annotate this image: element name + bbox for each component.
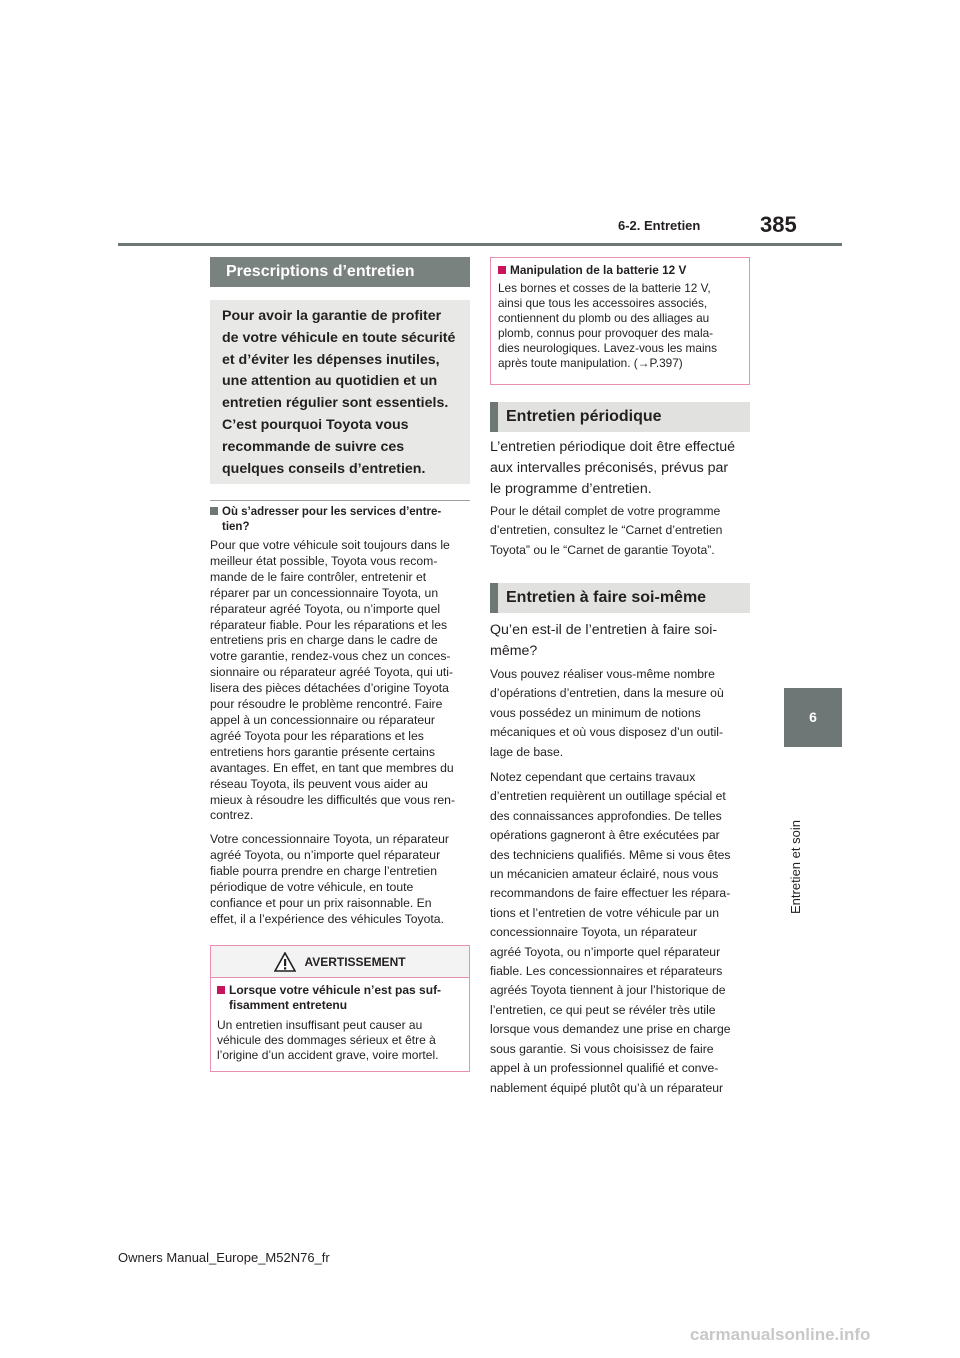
text-line: Toyota” ou le “Carnet de garantie Toyota”. — [490, 542, 715, 557]
text-line: des techniciens qualifiés. Même si vous êtes — [490, 847, 731, 862]
text-line: lisera des pièces détachées d’origine Toyota — [210, 681, 449, 696]
chapter-title-label: Entretien et soin — [788, 820, 803, 914]
text-line: effet, il a l’expérience des véhicules Toyota. — [210, 911, 444, 926]
text-line: un mécanicien amateur éclairé, nous vous — [490, 867, 719, 882]
text-line: réparateur agréé Toyota, ou n’importe quel — [210, 601, 441, 616]
subheading-line: tien? — [222, 521, 250, 533]
watermark: carmanualsonline.info — [690, 1325, 871, 1344]
text-line: avantages. En effet, en tant que membres du — [210, 760, 454, 775]
heading-periodic-label: Entretien périodique — [506, 408, 662, 425]
text-line: agréé Toyota pour les réparations et les — [210, 728, 424, 743]
text-line: votre garantie, rendez-vous chez un conces- — [210, 649, 451, 664]
text-line: contrez. — [210, 808, 254, 823]
text-line: véhicule des dommages sérieux et être à — [217, 1033, 436, 1047]
text-line: meilleur état possible, Toyota vous recom- — [210, 553, 438, 568]
text-line: fiable. Les concessionnaires et réparateurs — [490, 964, 723, 979]
warning-header — [211, 946, 469, 978]
text-line: dies neurologiques. Lavez-vous les mains — [498, 341, 718, 355]
paragraph-dealer — [210, 832, 472, 927]
text-line: mande de le faire contrôler, entretenir et — [210, 569, 427, 584]
heading-diy-maintenance — [490, 583, 750, 613]
text-line: concessionnaire Toyota, un réparateur — [490, 925, 698, 940]
text-line: entretiens pris en charge dans le cadre de — [210, 633, 438, 648]
chapter-number-tab: 6 — [784, 688, 842, 747]
battery-title — [498, 263, 742, 278]
text-line: tions et l’entretien de votre véhicule par un — [490, 905, 719, 920]
text-line: l’origine d’un accident grave, voire mortel. — [217, 1048, 439, 1062]
intro-line: Pour avoir la garantie de profiter — [222, 308, 442, 324]
text-line: Pour que votre véhicule soit toujours dans le — [210, 538, 450, 552]
warning-content — [211, 978, 469, 1068]
text-line: Votre concessionnaire Toyota, un réparateur — [210, 832, 449, 846]
intro-line: quelques conseils d’entretien. — [222, 460, 426, 477]
warning-title — [217, 983, 463, 1013]
square-bullet-icon — [498, 266, 506, 274]
text-line: Un entretien insuffisant peut causer au — [217, 1018, 423, 1032]
footer-document-id: Owners Manual_Europe_M52N76_fr — [118, 1250, 330, 1265]
text-line: réparer par un concessionnaire Toyota, un — [210, 585, 439, 600]
warning-title-line: fisamment entretenu — [229, 998, 348, 1012]
text-line: mieux à résoudre les difficultés que vous ren- — [210, 792, 456, 807]
square-bullet-icon — [217, 986, 225, 994]
text-line: Vous pouvez réaliser vous-même nombre — [490, 667, 715, 681]
text-line: nablement équipé plutôt qu’à un réparateur — [490, 1080, 724, 1095]
diy-paragraph-2 — [490, 768, 752, 1098]
warning-box — [210, 945, 470, 1072]
text-line: lorsque vous demandez une prise en charge — [490, 1022, 731, 1037]
text-line: Notez cependant que certains travaux — [490, 770, 696, 784]
text-line: le programme d’entretien. — [490, 481, 652, 497]
text-line: d’entretien, consultez le “Carnet d’entretien — [490, 523, 723, 538]
text-line: vous possédez un minimum de notions — [490, 705, 701, 720]
periodic-lead-text — [490, 437, 752, 500]
text-line: plomb, connus pour provoquer des mala- — [498, 326, 714, 340]
intro-line: une attention au quotidien et un — [222, 373, 438, 390]
text-line: réparateur fiable. Pour les réparations et les — [210, 617, 448, 632]
diy-paragraph-1 — [490, 665, 752, 762]
intro-line: et d’éviter les dépenses inutiles, — [222, 351, 440, 368]
text-line: entretiens hors garantie présente certains — [210, 744, 435, 759]
text-line: appel à un professionnel qualifié et conve- — [490, 1061, 719, 1076]
text-line: agréé Toyota, ou n’importe quel réparateur — [490, 944, 721, 959]
text-line: mécaniques et où vous disposez d’un outil- — [490, 725, 724, 740]
text-line: appel à un concessionnaire ou réparateur — [210, 712, 435, 727]
text-line: Pour le détail complet de votre programme — [490, 504, 721, 518]
text-line: Qu’en est-il de l’entretien à faire soi- — [490, 622, 718, 638]
intro-line: entretien régulier sont essentiels. — [222, 395, 449, 412]
intro-line: recommande de suivre ces — [222, 438, 405, 455]
subheading-line: Où s’adresser pour les services d’entre- — [222, 506, 442, 518]
text-line: fiable pourra prendre en charge l’entretien — [210, 863, 437, 878]
text-line: ainsi que tous les accessoires associés, — [498, 296, 708, 310]
text-line: pour résoudre le problème rencontré. Faire — [210, 697, 443, 712]
header-divider — [118, 243, 842, 246]
intro-line: C’est pourquoi Toyota vous — [222, 416, 409, 433]
text-line: après toute manipulation. (→P.397) — [498, 356, 683, 370]
heading-prescriptions — [210, 257, 470, 287]
text-line: même? — [490, 643, 538, 659]
text-line: périodique de votre véhicule, en toute — [210, 879, 414, 894]
subheading-where-to-service — [210, 500, 470, 535]
text-line: des connaissances approfondies. De telles — [490, 808, 722, 823]
text-line: confiance et pour un prix raisonnable. En — [210, 895, 432, 910]
section-title: 6-2. Entretien — [618, 218, 701, 233]
warning-label: AVERTISSEMENT — [304, 954, 406, 969]
text-line: agréés Toyota tiennent à jour l’historique de — [490, 983, 726, 998]
paragraph-service — [210, 538, 472, 824]
text-line: sous garantie. Si vous choisissez de faire — [490, 1041, 714, 1056]
intro-box — [210, 300, 470, 484]
heading-prescriptions-label: Prescriptions d’entretien — [226, 263, 415, 280]
text-line: opérations gagneront à être exécutées par — [490, 828, 720, 843]
text-line: l’entretien, ce qui peut se révéler très utile — [490, 1002, 716, 1017]
warning-triangle-icon — [274, 952, 296, 972]
warning-title-line: Lorsque votre véhicule n’est pas suf- — [229, 983, 442, 997]
text-line: L’entretien périodique doit être effectué — [490, 439, 736, 455]
text-line: contiennent du plomb ou des alliages au — [498, 311, 710, 325]
text-line: d’opérations d’entretien, dans la mesure où — [490, 686, 724, 701]
diy-lead-text — [490, 620, 752, 662]
page-number: 385 — [760, 212, 797, 237]
text-line: lage de base. — [490, 744, 564, 759]
text-line: Les bornes et cosses de la batterie 12 V, — [498, 281, 711, 295]
intro-line: de votre véhicule en toute sécurité — [222, 329, 456, 346]
chapter-side-title — [782, 766, 812, 916]
periodic-paragraph — [490, 502, 752, 560]
heading-periodic-maintenance — [490, 402, 750, 432]
text-line: réseau Toyota, ils peuvent vous aider au — [210, 776, 428, 791]
text-line: agréé Toyota, ou n’importe quel réparateur — [210, 847, 441, 862]
heading-diy-label: Entretien à faire soi-même — [506, 589, 707, 606]
square-bullet-icon — [210, 507, 218, 515]
text-line: d’entretien requièrent un outillage spécial et — [490, 789, 726, 804]
battery-notice-box — [490, 257, 750, 385]
battery-title-text: Manipulation de la batterie 12 V — [510, 263, 687, 277]
text-line: aux intervalles préconisés, prévus par — [490, 460, 729, 476]
text-line: recommandons de faire effectuer les répara- — [490, 886, 731, 901]
text-line: sionnaire ou réparateur agréé Toyota, qui uti- — [210, 665, 453, 680]
